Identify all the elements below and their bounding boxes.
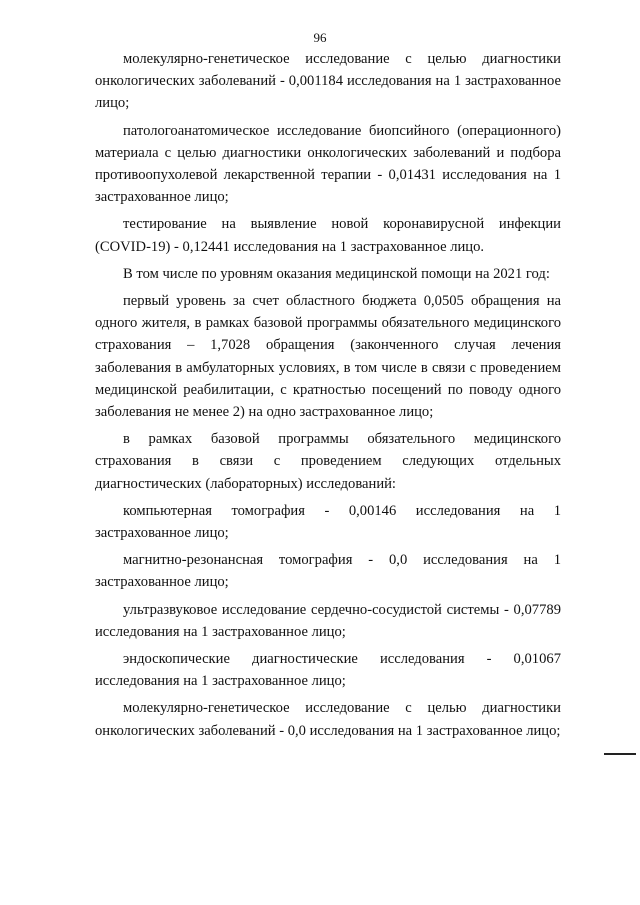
paragraph: магнитно-резонансная томография - 0,0 исследования на 1 застрахованное лицо;	[95, 552, 561, 591]
page-number: 96	[313, 30, 327, 45]
paragraph: В том числе по уровням оказания медицинской помощи на 2021 год:	[123, 265, 550, 282]
paragraph: ультразвуковое исследование сердечно-сосудистой системы - 0,07789 исследования на 1 застрахованное лицо;	[95, 601, 561, 640]
paragraph: первый уровень за счет областного бюджета 0,0505 обращения на одного жителя, в рамках базовой программы обязательного медицинского страхования – 1,7028 обращения (законченного случая лечения заболевания в амбулаторных условиях, в том числе в связи с проведением медицинской реабилитации, с кратностью посещений по поводу одного заболевания не менее 2) на одно застрахованное лицо;	[95, 293, 561, 421]
paragraph: молекулярно-генетическое исследование с целью диагностики онкологических заболеваний - 0,0 исследования на 1 застрахованное лицо;	[95, 700, 561, 739]
paragraph: в рамках базовой программы обязательного медицинского страхования в связи с проведением следующих отдельных диагностических (лабораторных) исследований:	[95, 431, 561, 492]
paragraph: молекулярно-генетическое исследование с целью диагностики онкологических заболеваний - 0,001184 исследования на 1 застрахованное лицо;	[95, 51, 561, 112]
paragraph: эндоскопические диагностические исследования - 0,01067 исследования на 1 застрахованное лицо;	[95, 651, 561, 690]
paragraph: тестирование на выявление новой коронавирусной инфекции (COVID-19) - 0,12441 исследования на 1 застрахованное лицо.	[95, 216, 561, 255]
paragraph: компьютерная томография - 0,00146 исследования на 1 застрахованное лицо;	[95, 502, 561, 542]
margin-rule	[604, 753, 636, 755]
document-body	[95, 48, 561, 747]
paragraph: патологоанатомическое исследование биопсийного (операционного) материала с целью диагностики онкологических заболеваний и подбора противоопухолевой лекарственной терапии - 0,01431 исследования на 1 застрахованное лицо;	[95, 122, 561, 206]
